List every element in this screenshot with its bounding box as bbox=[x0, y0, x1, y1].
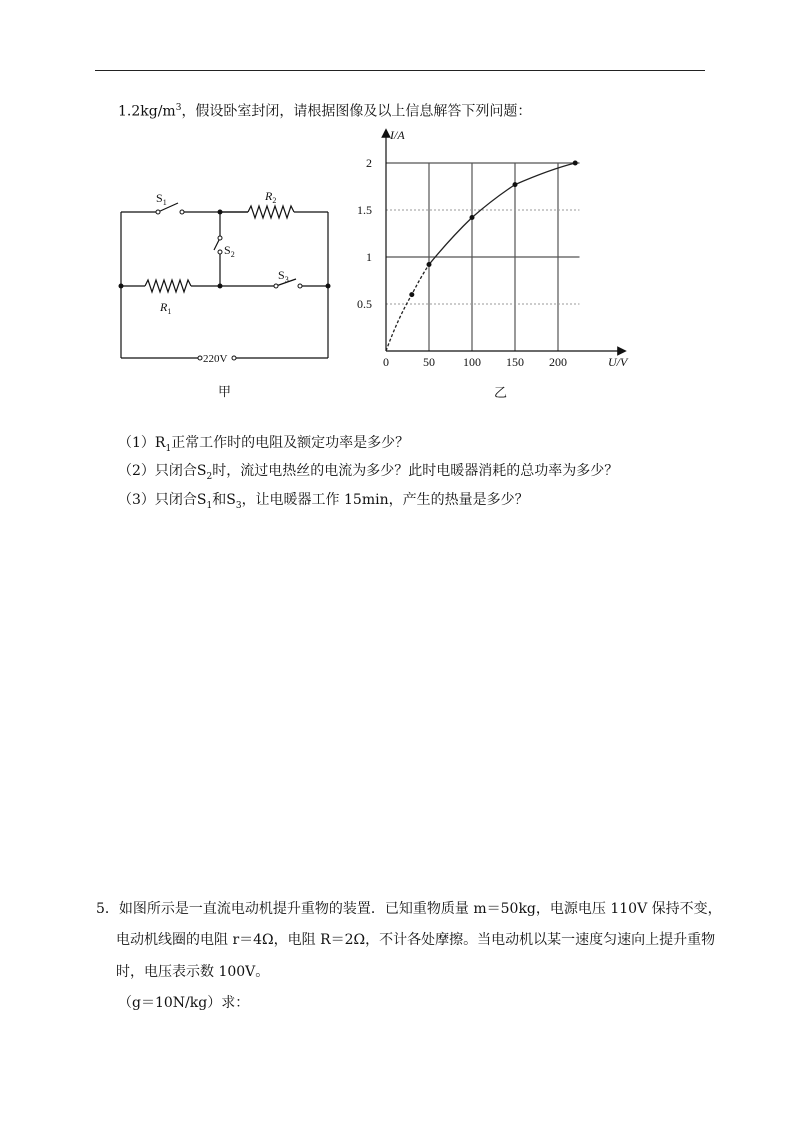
question-2 bbox=[118, 461, 618, 487]
y-tick-label: 1.5 bbox=[357, 203, 372, 217]
question-1 bbox=[118, 433, 409, 459]
s1-label: $S_1$ bbox=[156, 191, 167, 207]
y-tick-label: 0.5 bbox=[357, 297, 372, 311]
x-tick-label: 0 bbox=[383, 355, 389, 369]
series-line-dashed bbox=[386, 265, 429, 351]
q2-rest: 时，流过电热丝的电流为多少？此时电暖器消耗的总功率为多少？ bbox=[212, 463, 619, 479]
x-tick-label: 50 bbox=[423, 355, 435, 369]
question-3 bbox=[118, 490, 529, 516]
q2-lead: （2）只闭合S bbox=[118, 463, 207, 479]
y-axis-label: I/A bbox=[390, 128, 405, 142]
q1-rest: 正常工作时的电阻及额定功率是多少？ bbox=[171, 435, 410, 451]
data-point bbox=[513, 182, 518, 187]
circuit-diagram bbox=[110, 180, 350, 410]
s2-label: $S_2$ bbox=[224, 243, 235, 259]
voltage-label: 220V bbox=[203, 353, 228, 365]
q3-lead: （3）只闭合S bbox=[118, 492, 207, 508]
q5-line-4: （g＝10N/kg）求： bbox=[118, 995, 250, 1011]
intro-line bbox=[118, 98, 531, 122]
data-point bbox=[409, 292, 414, 297]
x-axis-label: U/V bbox=[608, 355, 628, 369]
q1-lead: （1）R bbox=[118, 435, 166, 451]
series-line-solid bbox=[429, 163, 575, 265]
x-tick-label: 150 bbox=[506, 355, 524, 369]
x-tick-label: 100 bbox=[463, 355, 481, 369]
q2-sub: 2 bbox=[206, 471, 213, 482]
q3-mid: 和S bbox=[212, 492, 236, 508]
q3-sub2: 3 bbox=[235, 500, 242, 511]
q3-rest: ，让电暖器工作 15min，产生的热量是多少？ bbox=[241, 492, 529, 508]
r2-label: $R_2$ bbox=[265, 189, 277, 205]
q5-line-2: 电动机线圈的电阻 r＝4Ω，电阻 R＝2Ω，不计各处摩擦。当电动机以某一速度匀速向上提升重物 bbox=[116, 932, 716, 948]
data-point bbox=[470, 215, 475, 220]
data-point bbox=[573, 161, 578, 166]
chart-caption: 乙 bbox=[494, 386, 508, 401]
s3-label: $S_3$ bbox=[278, 268, 289, 284]
q1-sub: 1 bbox=[165, 443, 172, 454]
intro-rest: ，假设卧室封闭，请根据图像及以上信息解答下列问题： bbox=[181, 103, 532, 120]
data-point bbox=[427, 262, 432, 267]
header-rule bbox=[95, 70, 705, 71]
x-tick-label: 200 bbox=[549, 355, 567, 369]
circuit-caption: 甲 bbox=[218, 385, 232, 400]
q5-line-3: 时，电压表示数 100V。 bbox=[116, 964, 270, 980]
intro-prefix: 1.2kg/m bbox=[118, 103, 176, 120]
q5-line-1: 5．如图所示是一直流电动机提升重物的装置．已知重物质量 m＝50kg，电源电压 110V 保持不变， bbox=[96, 901, 722, 917]
iu-chart bbox=[350, 125, 650, 410]
y-tick-label: 2 bbox=[366, 156, 372, 170]
q3-sub: 1 bbox=[206, 500, 213, 511]
y-tick-label: 1 bbox=[366, 250, 372, 264]
intro-sup: 3 bbox=[175, 103, 182, 113]
r1-label: $R_1$ bbox=[160, 300, 172, 316]
